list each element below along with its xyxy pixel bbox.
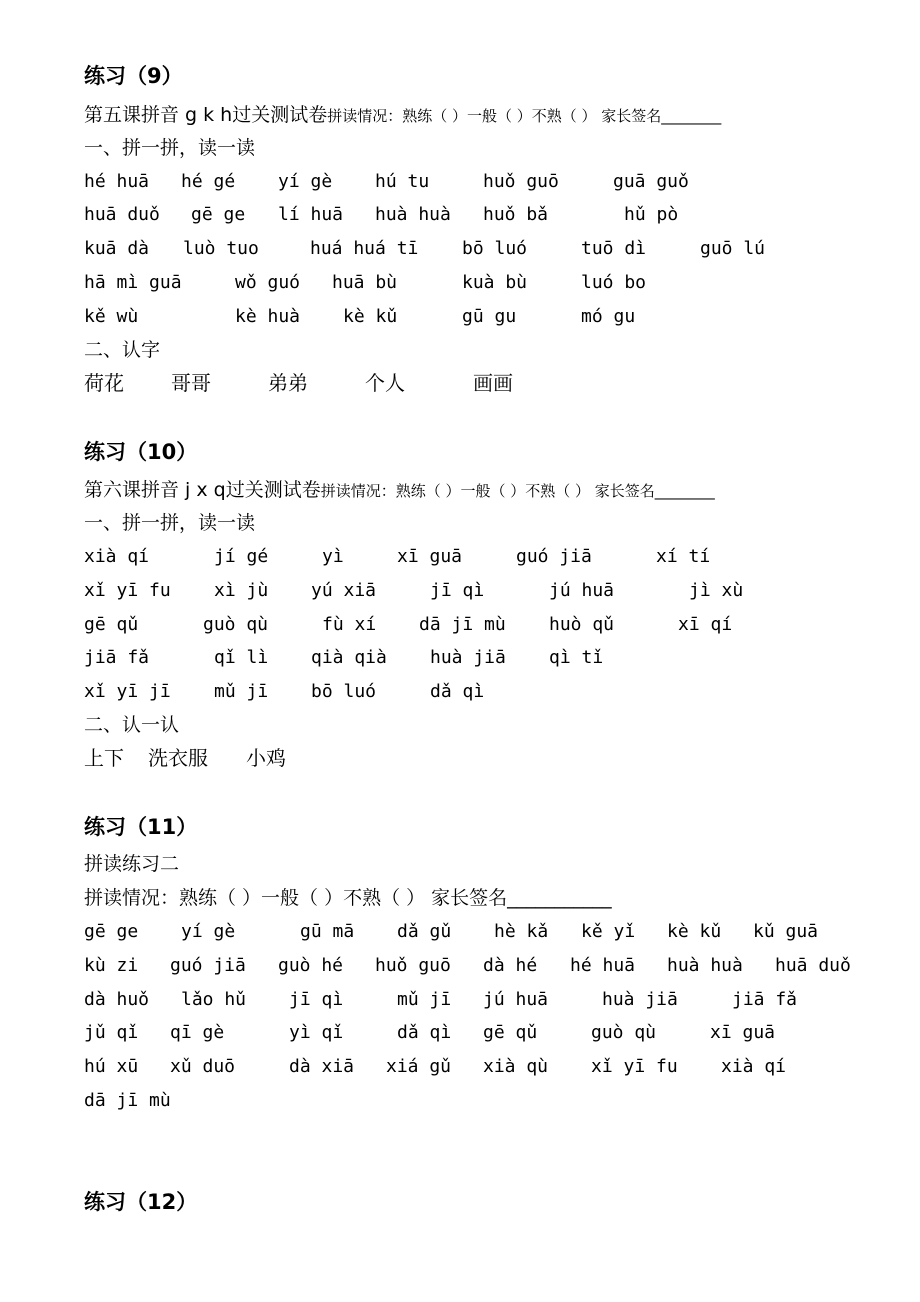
pinyin-row [84, 236, 884, 262]
character-row [84, 744, 884, 772]
pinyin-word: huà huà [375, 204, 451, 225]
pinyin-word: jú huā [483, 989, 549, 1010]
test-header-title: 第五课拼音 g k h过关测试卷 [84, 104, 328, 126]
pinyin-word: dà huǒ [84, 989, 150, 1010]
pinyin-row [84, 612, 884, 638]
pinyin-word: hé gé [181, 171, 236, 192]
pinyin-word: tuō dì [581, 238, 647, 259]
pinyin-row [84, 953, 884, 979]
pinyin-word: yú xiā [311, 580, 377, 601]
pinyin-word: guó jiā [170, 955, 246, 976]
pinyin-row [84, 919, 884, 945]
pinyin-word: huǒ bǎ [483, 204, 549, 225]
character-word: 上下 [84, 746, 124, 770]
pinyin-word: huà jiā [430, 647, 506, 668]
pinyin-word: guò hé [278, 955, 344, 976]
pinyin-word: xí tí [656, 546, 711, 567]
pinyin-row [84, 1054, 884, 1080]
pinyin-word: kè kǔ [343, 306, 398, 327]
pinyin-word: bō luó [311, 681, 377, 702]
pinyin-row [84, 544, 884, 570]
pinyin-word: jiā fǎ [84, 647, 150, 668]
exercise-subtitle: 拼读练习二 [84, 853, 180, 875]
pinyin-word: hú tu [375, 171, 430, 192]
pinyin-word: fù xí [322, 614, 377, 635]
test-header [84, 477, 715, 504]
pinyin-word: gē ge [84, 921, 139, 942]
pinyin-row [84, 645, 884, 671]
character-word: 荷花 [84, 371, 124, 395]
pinyin-word: jǔ qǐ [84, 1022, 139, 1043]
pinyin-word: xǐ yī fu [591, 1056, 678, 1077]
pinyin-word: yí gè [181, 921, 236, 942]
pinyin-word: guò qù [591, 1022, 657, 1043]
pinyin-row [84, 169, 884, 195]
pinyin-word: xià qù [483, 1056, 549, 1077]
pinyin-word: hé huā [570, 955, 636, 976]
character-word: 洗衣服 [148, 746, 208, 770]
pinyin-row [84, 679, 884, 705]
test-header [84, 102, 721, 129]
pinyin-word: huǒ guō [483, 171, 559, 192]
pinyin-word: dǎ qì [430, 681, 485, 702]
pinyin-word: kě yǐ [581, 921, 636, 942]
pinyin-word: dā jī mù [84, 1090, 171, 1111]
pinyin-word: mǔ jī [397, 989, 452, 1010]
pinyin-word: gē qǔ [84, 614, 139, 635]
pinyin-word: hé huā [84, 171, 150, 192]
character-word: 哥哥 [171, 371, 211, 395]
pinyin-word: xiá gǔ [386, 1056, 452, 1077]
character-word: 个人 [365, 371, 405, 395]
pinyin-word: huá huá tī [310, 238, 419, 259]
pinyin-word: hú xū [84, 1056, 139, 1077]
pinyin-word: lǎo hǔ [181, 989, 247, 1010]
pinyin-row [84, 270, 884, 296]
pinyin-row [84, 987, 884, 1013]
pinyin-word: jiā fǎ [732, 989, 798, 1010]
pinyin-word: dǎ gǔ [397, 921, 452, 942]
pinyin-word: jú huā [549, 580, 615, 601]
pinyin-word: yì qǐ [289, 1022, 344, 1043]
pinyin-word: qià qià [311, 647, 387, 668]
pinyin-word: kě wù [84, 306, 139, 327]
pinyin-word: kù zi [84, 955, 139, 976]
pinyin-word: xī qí [678, 614, 733, 635]
pinyin-word: xǐ yī jī [84, 681, 171, 702]
pinyin-word: guó jiā [516, 546, 592, 567]
pinyin-word: huà huà [667, 955, 743, 976]
pinyin-word: hǔ pò [624, 204, 679, 225]
pinyin-word: kuā dà [84, 238, 150, 259]
pinyin-word: huà jiā [602, 989, 678, 1010]
pinyin-word: dǎ qì [397, 1022, 452, 1043]
pinyin-word: mǔ jī [214, 681, 269, 702]
pinyin-word: gū gu [462, 306, 517, 327]
section-heading: 一、拼一拼，读一读 [84, 512, 256, 534]
pinyin-word: xǐ yī fu [84, 580, 171, 601]
pinyin-row [84, 202, 884, 228]
pinyin-word: wǒ guó [235, 272, 301, 293]
pinyin-word: dà hé [483, 955, 538, 976]
pinyin-word: xià qí [84, 546, 150, 567]
pinyin-word: xī guā [397, 546, 463, 567]
pinyin-word: huā bù [332, 272, 398, 293]
pinyin-word: yí gè [278, 171, 333, 192]
pinyin-word: luó bo [581, 272, 647, 293]
pinyin-word: jī qì [430, 580, 485, 601]
pinyin-word: qī gè [170, 1022, 225, 1043]
pinyin-row [84, 1088, 884, 1114]
pinyin-word: gē ge [191, 204, 246, 225]
reading-status: 拼读情况：熟练（ ）一般（ ）不熟（ ） 家长签名___________ [84, 887, 612, 909]
pinyin-word: xià qí [721, 1056, 787, 1077]
pinyin-word: xì jù [214, 580, 269, 601]
pinyin-word: huǒ guō [375, 955, 451, 976]
pinyin-word: huò qǔ [549, 614, 615, 635]
pinyin-row [84, 1020, 884, 1046]
reading-status: 拼读情况：熟练（ ）一般（ ）不熟（ ） 家长签名________ [327, 107, 722, 125]
pinyin-word: gē qǔ [483, 1022, 538, 1043]
exercise-title: 练习（9） [84, 64, 183, 88]
pinyin-word: bō luó [462, 238, 528, 259]
section-heading: 一、拼一拼，读一读 [84, 137, 256, 159]
exercise-title: 练习（10） [84, 440, 198, 464]
exercise-title: 练习（11） [84, 815, 198, 839]
character-word: 弟弟 [268, 371, 308, 395]
pinyin-word: yì [322, 546, 344, 567]
pinyin-word: mó gu [581, 306, 636, 327]
exercise-title: 练习（12） [84, 1190, 198, 1214]
section-heading: 二、认一认 [84, 714, 180, 736]
pinyin-word: luò tuo [183, 238, 259, 259]
pinyin-word: qì tǐ [549, 647, 604, 668]
pinyin-word: jī qì [289, 989, 344, 1010]
character-word: 小鸡 [246, 746, 286, 770]
pinyin-word: kǔ guā [753, 921, 819, 942]
section-heading: 二、认字 [84, 339, 161, 361]
reading-status: 拼读情况：熟练（ ）一般（ ）不熟（ ） 家长签名________ [320, 482, 715, 500]
pinyin-word: gū mā [300, 921, 355, 942]
character-word: 画画 [473, 371, 513, 395]
pinyin-word: huā duǒ [775, 955, 851, 976]
pinyin-word: hā mì guā [84, 272, 182, 293]
character-row [84, 369, 884, 397]
pinyin-word: guò qù [203, 614, 269, 635]
pinyin-word: hè kǎ [494, 921, 549, 942]
pinyin-word: xī guā [710, 1022, 776, 1043]
pinyin-word: kuà bù [462, 272, 528, 293]
pinyin-word: dà xiā [289, 1056, 355, 1077]
pinyin-word: jí gé [214, 546, 269, 567]
pinyin-word: xǔ duō [170, 1056, 236, 1077]
pinyin-word: guā guǒ [613, 171, 689, 192]
pinyin-row [84, 304, 884, 330]
pinyin-row [84, 578, 884, 604]
pinyin-word: huā duǒ [84, 204, 160, 225]
pinyin-word: lí huā [278, 204, 344, 225]
pinyin-word: guō lú [700, 238, 766, 259]
test-header-title: 第六课拼音 j x q过关测试卷 [84, 479, 321, 501]
pinyin-word: jì xù [689, 580, 744, 601]
pinyin-word: kè kǔ [667, 921, 722, 942]
pinyin-word: qǐ lì [214, 647, 269, 668]
pinyin-word: kè huà [235, 306, 301, 327]
pinyin-word: dā jī mù [419, 614, 506, 635]
